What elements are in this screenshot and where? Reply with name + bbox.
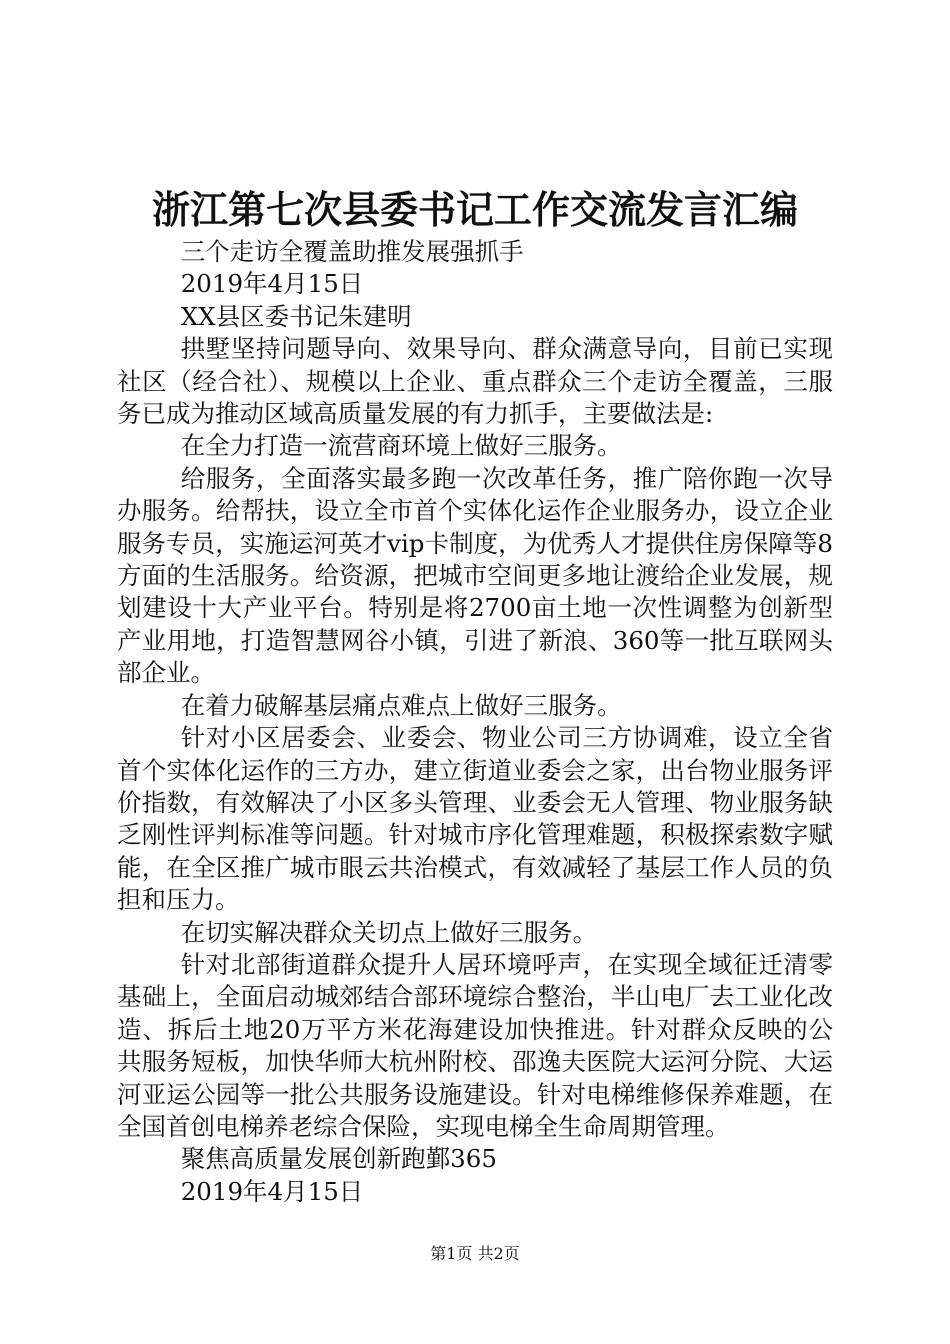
body-subheading: 在全力打造一流营商环境上做好三服务。 (180, 431, 622, 461)
date-line: 2019年4月15日 (180, 269, 364, 299)
body-paragraph: 拱墅坚持问题导向、效果导向、群众满意导向，目前已实现社区（经合社）、规模以上企业、重点群众三个走访全覆盖，三服务已成为推动区域高质量发展的有力抓手，主要做法是: (117, 334, 833, 429)
body-subheading: 在切实解决群众关切点上做好三服务。 (180, 917, 598, 947)
date-line: 2019年4月15日 (180, 1176, 364, 1206)
section-heading: 三个走访全覆盖助推发展强抓手 (180, 237, 524, 266)
body-subheading: 在着力破解基层痛点难点上做好三服务。 (180, 690, 622, 720)
body-paragraph: 针对小区居委会、业委会、物业公司三方协调难，设立全省首个实体化运作的三方办，建立街道业委会之家，出台物业服务评价指数，有效解决了小区多头管理、业委会无人管理、物业服务缺乏刚性评判标准等问题。针对城市序化管理难题，积极探索数字赋能，在全区推广城市眼云共治模式，有效减轻了基层工作人员的负担和压力。 (117, 723, 833, 915)
page-footer: 第1页 共2页 (430, 1244, 520, 1263)
section-heading: 聚焦高质量发展创新跑鄞365 (180, 1144, 497, 1174)
document-title: 浙江第七次县委书记工作交流发言汇编 (151, 187, 798, 232)
author-line: XX县区委书记朱建明 (180, 301, 412, 331)
document-body (117, 236, 833, 1208)
body-paragraph: 给服务，全面落实最多跑一次改革任务，推广陪你跑一次导办服务。给帮扶，设立全市首个实体化运作企业服务办，设立企业服务专员，实施运河英才vip卡制度，为优秀人才提供住房保障等8方面的生活服务。给资源，把城市空间更多地让渡给企业发展，规划建设十大产业平台。特别是将2700亩土地一次性调整为创新型产业用地，打造智慧网谷小镇，引进了新浪、360等一批互联网头部企业。 (117, 463, 833, 688)
body-paragraph: 针对北部街道群众提升人居环境呼声，在实现全域征迁清零基础上，全面启动城郊结合部环境综合整治，半山电厂去工业化改造、拆后土地20万平方米花海建设加快推进。针对群众反映的公共服务短板，加快华师大杭州附校、邵逸夫医院大运河分院、大运河亚运公园等一批公共服务设施建设。针对电梯维修保养难题，在全国首创电梯养老综合保险，实现电梯全生命周期管理。 (117, 949, 833, 1141)
